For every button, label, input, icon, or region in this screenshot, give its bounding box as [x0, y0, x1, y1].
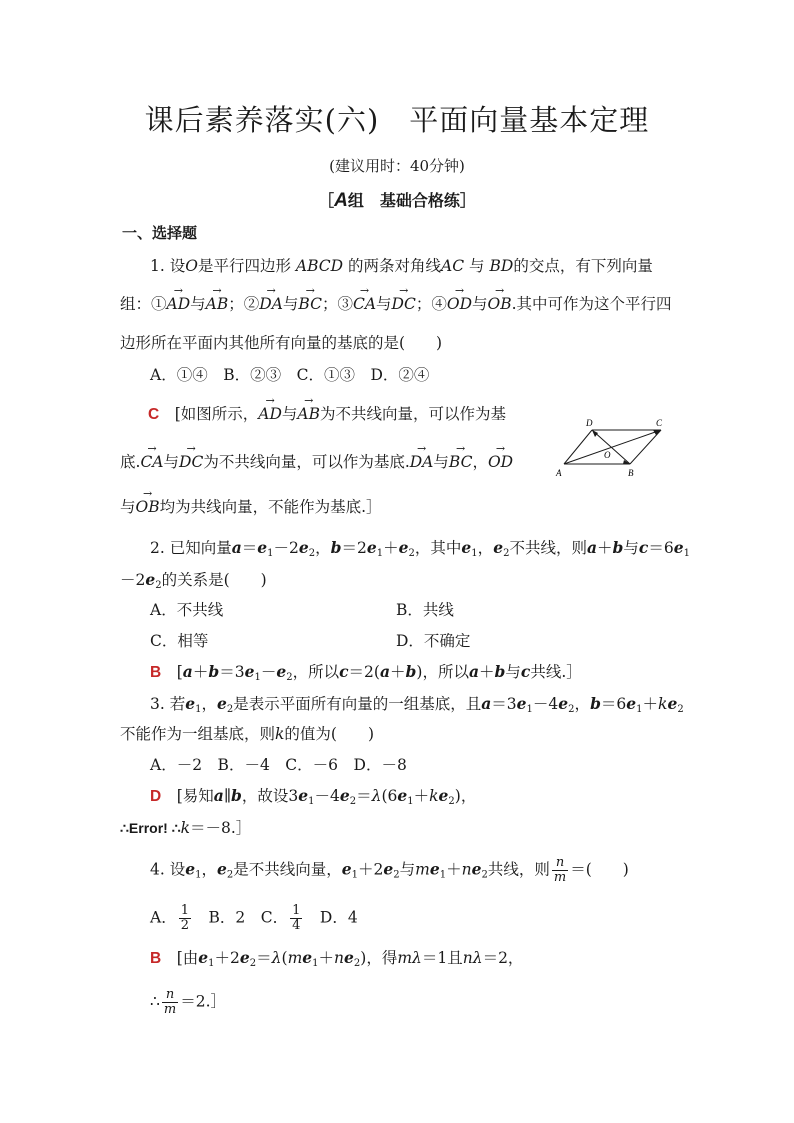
- q1-text: .其中可作为这个平行四: [511, 295, 672, 313]
- q4-text: 与: [399, 860, 416, 879]
- q1-text: 与: [282, 295, 299, 313]
- q1-explain-line3: [120, 495, 382, 517]
- q1-text: ；④: [415, 295, 447, 313]
- label-C: C: [656, 418, 663, 428]
- q1-text: ；②: [228, 295, 260, 313]
- parallelogram-figure: [548, 410, 668, 482]
- q3-explain-line1: D [易知a∥b，故设$3e_1-4e_2=\lambda(6e_1+ke_2)$，: [150, 786, 477, 807]
- vector: → DA: [410, 453, 434, 471]
- q4-options: [150, 904, 358, 933]
- vector: → AB: [206, 295, 229, 313]
- q4-option: B．2 C．: [208, 908, 289, 927]
- fraction-one-quarter: [290, 904, 302, 933]
- group-rest: 组 基础合格练: [347, 191, 460, 210]
- fraction-n-over-m: [552, 856, 568, 885]
- q4-text: 是不共线向量，: [233, 860, 342, 879]
- q4-explain-line2: [150, 988, 226, 1017]
- q4-option: A．: [150, 908, 177, 927]
- vector: → OB: [136, 498, 160, 516]
- q3-text: 的值为( ): [284, 725, 375, 743]
- group-heading: [0, 188, 794, 212]
- q1-text: 的交点，有下列向量: [513, 257, 653, 275]
- q2-text: ，其中: [414, 539, 462, 557]
- q3-options: A．－2 B．－4 C．－6 D．－8: [150, 756, 407, 774]
- q3-line2: [120, 722, 374, 744]
- q3-explain: ＝－8.］: [190, 819, 252, 837]
- vector: → AD: [258, 405, 282, 423]
- numerator: n: [552, 856, 568, 871]
- q1-explain: 为不共线向量，可以作为基: [320, 405, 507, 423]
- q1-var: O: [185, 257, 198, 275]
- q1-text: 组：①: [120, 295, 167, 313]
- section-heading: 一、选择题: [122, 224, 198, 242]
- q1-line2: [120, 292, 672, 314]
- vector: → OB: [488, 295, 512, 313]
- q3-explain: ∴Error! ∴: [120, 820, 181, 836]
- fraction-one-half: [179, 904, 191, 933]
- vector: → OD: [447, 295, 472, 313]
- q2-text: ＝6: [648, 539, 674, 557]
- label-A: A: [556, 468, 562, 478]
- q4-option: D．4: [319, 908, 358, 927]
- label-D: D: [586, 418, 593, 428]
- vector: → OD: [488, 453, 513, 471]
- q1-explain-line2: 底.→ CA与→ DC为不共线向量，可以作为基底.→ DA与→ BC，→ OD: [120, 450, 513, 472]
- q4-explain: ＝1且: [421, 949, 463, 967]
- q4-text: 共线，则: [487, 860, 550, 879]
- q4-line1: 4. 设$e_1$，$e_2$是不共线向量，$e_1+2e_2$与$me_1+ne_2$共线，则 $\frac{n}{m}$ ＝( ): [150, 855, 629, 885]
- q4-explain-line1: B [由$e_1+2e_2=\lambda(me_1+ne_2)$，得mλ＝1且nλ＝2，: [150, 948, 524, 969]
- q1-explain: 与: [163, 453, 180, 471]
- q3-text: 是表示平面所有向量的一组基底，且: [233, 695, 482, 713]
- q4-explain: ，得: [366, 949, 398, 967]
- q1-text: 的两条对角线: [348, 257, 442, 275]
- q1-explain: 为不共线向量，可以作为基底.: [203, 453, 410, 471]
- q4-explain: ＝2.］: [180, 992, 226, 1011]
- fraction-n-over-m: [162, 988, 178, 1017]
- q4-text: ＝( ): [570, 860, 629, 879]
- vector: → DC: [179, 453, 203, 471]
- q2-explain-text: [: [176, 663, 183, 681]
- q2-explain-text: ，所以: [422, 663, 469, 681]
- q1-explain: 底.: [120, 453, 141, 471]
- q1-text: 设: [169, 257, 186, 275]
- q2-text: 2. 已知向量: [150, 539, 232, 557]
- diagonal-BD: [592, 430, 630, 464]
- q3-explain: ，故设: [241, 787, 289, 805]
- vector: → CA: [353, 295, 376, 313]
- group-close-bracket: ］: [459, 191, 476, 210]
- q4-explain: [由: [176, 949, 199, 967]
- q2-text: －2: [120, 571, 146, 589]
- label-O: O: [604, 450, 611, 460]
- denominator: m: [553, 870, 567, 885]
- q3-text: 3. 若: [150, 695, 186, 713]
- q4-explain: ∴: [150, 992, 160, 1011]
- q2-line1: 2. 已知向量$a=e_1-2e_2$，$b=2e_1+e_2$，其中$e_1$，$e_2$不共线，则a＋b与$c=6e_1$: [150, 538, 690, 559]
- q1-text: 与: [376, 295, 392, 313]
- q3-explain: [易知: [176, 787, 214, 805]
- vector: → AB: [297, 405, 320, 423]
- q1-text: 与: [472, 295, 488, 313]
- vector: → DC: [392, 295, 416, 313]
- q1-explain: [如图所示，: [174, 405, 259, 423]
- denominator: 4: [292, 918, 301, 933]
- q2-option-a: A．不共线: [150, 601, 224, 619]
- q1-text: 是平行四边形: [197, 257, 291, 275]
- q1-explain-line1: [148, 402, 506, 424]
- q2-option-b: B．共线: [396, 601, 454, 619]
- vector: → AD: [167, 295, 191, 313]
- q1-line3: 边形所在平面内其他所有向量的基底的是( ): [120, 334, 443, 352]
- numerator: 1: [292, 903, 301, 918]
- q3-var: k: [275, 725, 285, 743]
- numerator: 1: [180, 903, 189, 918]
- denominator: 2: [180, 918, 189, 933]
- q1-line1: [150, 254, 653, 276]
- q2-answer: B: [150, 664, 162, 681]
- q1-text: 与: [190, 295, 206, 313]
- vector: → BC: [298, 295, 322, 313]
- q3-explain-line2: ∴Error! ∴k＝－8.］: [120, 819, 252, 837]
- suggested-time: (建议用时：40分钟): [329, 157, 465, 175]
- q4-explain: ＝2，: [482, 949, 524, 967]
- q2-explain-text: 共线.］: [530, 663, 582, 681]
- group-letter: A: [334, 190, 348, 211]
- vector: → BC: [449, 453, 473, 471]
- q2-explain-text: 与: [505, 663, 521, 681]
- q1-var: ABCD: [295, 257, 344, 275]
- q2-line2: $-2e_2$的关系是( ): [120, 570, 267, 591]
- numerator: n: [162, 988, 178, 1003]
- q1-explain: 与: [281, 405, 298, 423]
- q1-text: 与: [469, 257, 485, 275]
- q2-text: 与: [623, 539, 639, 557]
- q4-text: 4. 设: [150, 860, 186, 879]
- label-B: B: [628, 468, 634, 478]
- q2-option-d: D．不确定: [396, 632, 471, 650]
- q3-line1: 3. 若$e_1$，$e_2$是表示平面所有向量的一组基底，且$a=3e_1-4e_2$，$b=6e_1+ke_2$: [150, 694, 684, 715]
- q1-answer: C: [148, 406, 160, 423]
- q1-options: A．①④ B．②③ C．①③ D．②④: [150, 366, 430, 384]
- q3-text: 不能作为一组基底，则: [120, 725, 276, 743]
- q1-explain: 均为共线向量，不能作为基底.］: [159, 498, 382, 516]
- q2-option-c: C．相等: [150, 632, 209, 650]
- q2-text: 的关系是( ): [161, 571, 267, 589]
- q3-answer: D: [150, 788, 162, 805]
- q1-number: 1.: [150, 257, 165, 275]
- q1-var: AC: [441, 257, 465, 275]
- q4-answer: B: [150, 950, 162, 967]
- vector: → CA: [140, 453, 163, 471]
- q2-text: 不共线，则: [509, 539, 587, 557]
- q2-explain: B [$a+b=3e_1-e_2$，所以c＝2(a＋b)，所以a＋b与c共线.］: [150, 662, 582, 683]
- vector: → DA: [259, 295, 283, 313]
- q1-explain: 与: [120, 498, 136, 516]
- q1-var: BD: [489, 257, 514, 275]
- arrowhead: [592, 430, 598, 437]
- group-open-bracket: ［: [318, 191, 335, 210]
- page-title: 课后素养落实(六) 平面向量基本定理: [144, 103, 650, 137]
- denominator: m: [163, 1002, 177, 1017]
- q1-text: ；③: [321, 295, 353, 313]
- q1-explain: 与: [433, 453, 449, 471]
- q2-explain-text: ，所以: [292, 663, 340, 681]
